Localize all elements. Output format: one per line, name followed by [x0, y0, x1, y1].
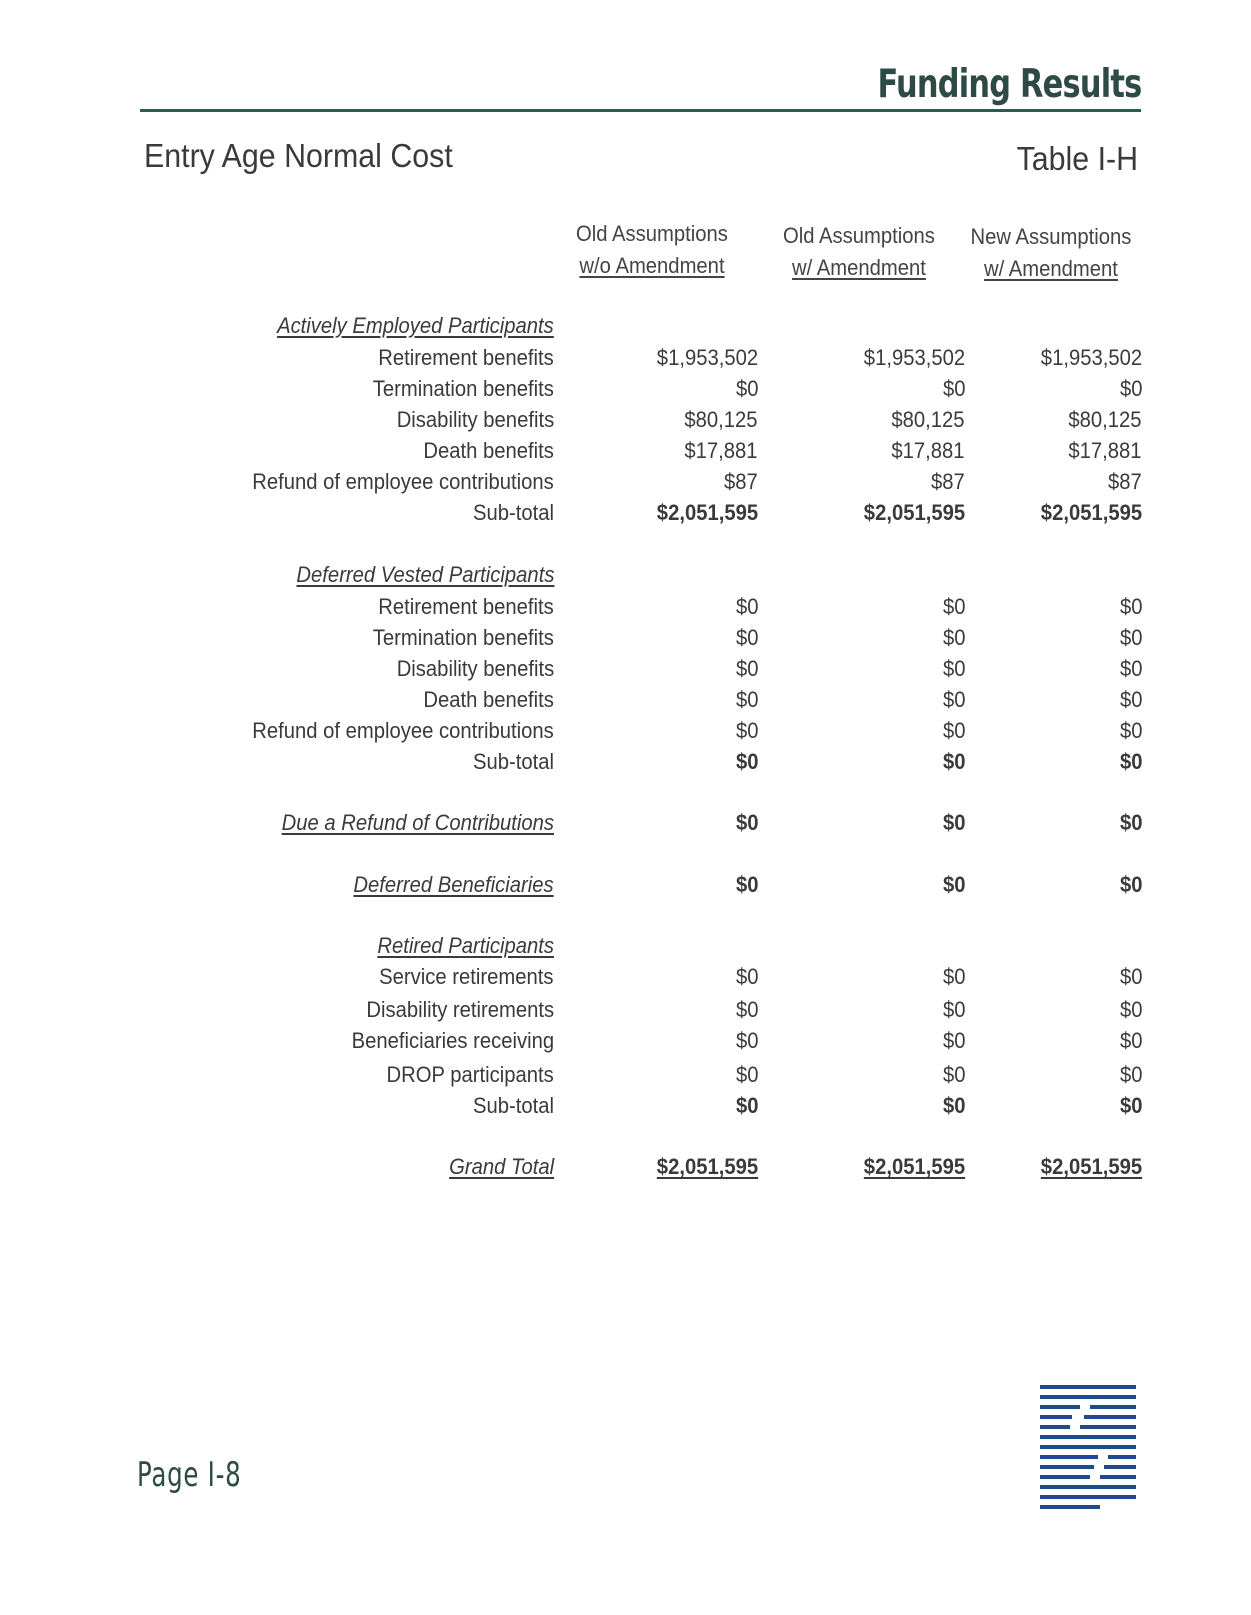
table-row	[0, 625, 1251, 655]
cell-value-col3: $0	[1119, 594, 1142, 619]
cell-value-col2: $2,051,595	[863, 500, 965, 525]
cell-value-col3: $0	[1119, 656, 1142, 681]
cell-value-col3: $17,881	[1068, 438, 1142, 463]
cell-value-col3: $0	[1119, 625, 1142, 650]
cell-value-col1: $0	[735, 997, 758, 1022]
column-header-1-line2: w/o Amendment	[579, 253, 725, 278]
cell-value-col1: $0	[735, 1062, 758, 1087]
cell-value-col3: $0	[1119, 810, 1142, 835]
column-header-1-line1: Old Assumptions	[576, 221, 728, 246]
row-label: Disability benefits	[396, 407, 554, 432]
cell-value-col1: $17,881	[684, 438, 758, 463]
cell-value-col2: $0	[942, 1093, 965, 1118]
page-title: Entry Age Normal Cost	[144, 137, 453, 174]
row-label: Termination benefits	[372, 625, 554, 650]
row-label: DROP participants	[386, 1062, 554, 1087]
cell-value-col3: $80,125	[1068, 407, 1142, 432]
cell-value-col1: $87	[724, 469, 758, 494]
column-header-2-line2: w/ Amendment	[792, 255, 926, 280]
table-row	[0, 407, 1251, 437]
table-section-row	[0, 872, 1251, 902]
cell-value-col1: $0	[735, 749, 758, 774]
cell-value-col1: $1,953,502	[656, 345, 758, 370]
page-label: Page I-8	[137, 1455, 242, 1495]
cell-value-col2: $0	[942, 997, 965, 1022]
row-label: Death benefits	[423, 687, 554, 712]
table-row	[0, 749, 1251, 779]
cell-value-col3: $0	[1119, 376, 1142, 401]
table-row	[0, 718, 1251, 748]
cell-value-col2: $0	[942, 687, 965, 712]
cell-value-col1: $0	[735, 718, 758, 743]
table-id: Table I-H	[1016, 140, 1138, 177]
table-row	[0, 594, 1251, 624]
cell-value-col2: $17,881	[891, 438, 965, 463]
cell-value-col1: $0	[735, 1028, 758, 1053]
table-section-row	[0, 810, 1251, 840]
cell-value-col1: $0	[735, 810, 758, 835]
cell-value-col2: $0	[942, 810, 965, 835]
cell-value-col3: $0	[1119, 749, 1142, 774]
cell-value-col3: $0	[1119, 718, 1142, 743]
cell-value-col2: $0	[942, 656, 965, 681]
cell-value-col2: $0	[942, 376, 965, 401]
column-header-2	[767, 220, 951, 284]
table-row	[0, 964, 1251, 994]
cell-value-col1: $0	[735, 376, 758, 401]
row-label: Sub-total	[472, 749, 554, 774]
row-label: Disability retirements	[366, 997, 554, 1022]
table-row	[0, 1062, 1251, 1092]
grand-total-row	[0, 1154, 1251, 1184]
cell-value-col3: $0	[1119, 997, 1142, 1022]
cell-value-col1: $2,051,595	[656, 1154, 758, 1179]
cell-value-col3: $1,953,502	[1040, 345, 1142, 370]
cell-value-col2: $0	[942, 594, 965, 619]
table-section-row	[0, 313, 1251, 343]
row-label: Actively Employed Participants	[277, 313, 554, 338]
striped-s-logo-icon	[1040, 1385, 1136, 1511]
cell-value-col1: $0	[735, 656, 758, 681]
cell-value-col3: $0	[1119, 1093, 1142, 1118]
table-row	[0, 1028, 1251, 1058]
table-row	[0, 500, 1251, 530]
cell-value-col1: $0	[735, 594, 758, 619]
cell-value-col2: $0	[942, 1062, 965, 1087]
cell-value-col1: $0	[735, 687, 758, 712]
cell-value-col2: $0	[942, 625, 965, 650]
row-label: Sub-total	[472, 500, 554, 525]
row-label: Due a Refund of Contributions	[281, 810, 554, 835]
cell-value-col2: $0	[942, 872, 965, 897]
row-label: Service retirements	[379, 964, 554, 989]
cell-value-col3: $0	[1119, 687, 1142, 712]
cell-value-col2: $0	[942, 1028, 965, 1053]
table-row	[0, 997, 1251, 1027]
row-label: Grand Total	[448, 1154, 554, 1179]
table-row	[0, 376, 1251, 406]
column-header-2-line1: Old Assumptions	[783, 223, 935, 248]
cell-value-col2: $80,125	[891, 407, 965, 432]
cell-value-col3: $87	[1108, 469, 1142, 494]
header-rule	[140, 109, 1141, 112]
cell-value-col2: $1,953,502	[863, 345, 965, 370]
row-label: Refund of employee contributions	[252, 469, 554, 494]
table-row	[0, 687, 1251, 717]
cell-value-col2: $0	[942, 749, 965, 774]
row-label: Disability benefits	[396, 656, 554, 681]
cell-value-col1: $0	[735, 872, 758, 897]
row-label: Deferred Vested Participants	[295, 562, 554, 587]
row-label: Retirement benefits	[378, 594, 554, 619]
cell-value-col2: $87	[931, 469, 965, 494]
table-row	[0, 345, 1251, 375]
cell-value-col2: $0	[942, 964, 965, 989]
row-label: Beneficiaries receiving	[351, 1028, 554, 1053]
table-row	[0, 656, 1251, 686]
row-label: Sub-total	[472, 1093, 554, 1118]
table-section-row	[0, 562, 1251, 592]
section-title: Funding Results	[876, 62, 1141, 107]
cell-value-col3: $0	[1119, 964, 1142, 989]
column-header-3-line1: New Assumptions	[970, 224, 1132, 249]
row-label: Deferred Beneficiaries	[353, 872, 554, 897]
row-label: Death benefits	[423, 438, 554, 463]
cell-value-col2: $0	[942, 718, 965, 743]
table-section-row	[0, 933, 1251, 963]
cell-value-col3: $0	[1119, 1062, 1142, 1087]
cell-value-col3: $2,051,595	[1040, 1154, 1142, 1179]
column-header-3	[959, 221, 1143, 285]
table-row	[0, 469, 1251, 499]
row-label: Retired Participants	[377, 933, 554, 958]
row-label: Refund of employee contributions	[252, 718, 554, 743]
cell-value-col1: $80,125	[684, 407, 758, 432]
cell-value-col3: $0	[1119, 1028, 1142, 1053]
cell-value-col2: $2,051,595	[863, 1154, 965, 1179]
table-row	[0, 438, 1251, 468]
column-header-3-line2: w/ Amendment	[984, 256, 1118, 281]
cell-value-col1: $0	[735, 964, 758, 989]
cell-value-col3: $2,051,595	[1040, 500, 1142, 525]
cell-value-col1: $0	[735, 625, 758, 650]
row-label: Termination benefits	[372, 376, 554, 401]
row-label: Retirement benefits	[378, 345, 554, 370]
cell-value-col1: $2,051,595	[656, 500, 758, 525]
table-row	[0, 1093, 1251, 1123]
column-header-1	[560, 218, 744, 282]
cell-value-col1: $0	[735, 1093, 758, 1118]
cell-value-col3: $0	[1119, 872, 1142, 897]
